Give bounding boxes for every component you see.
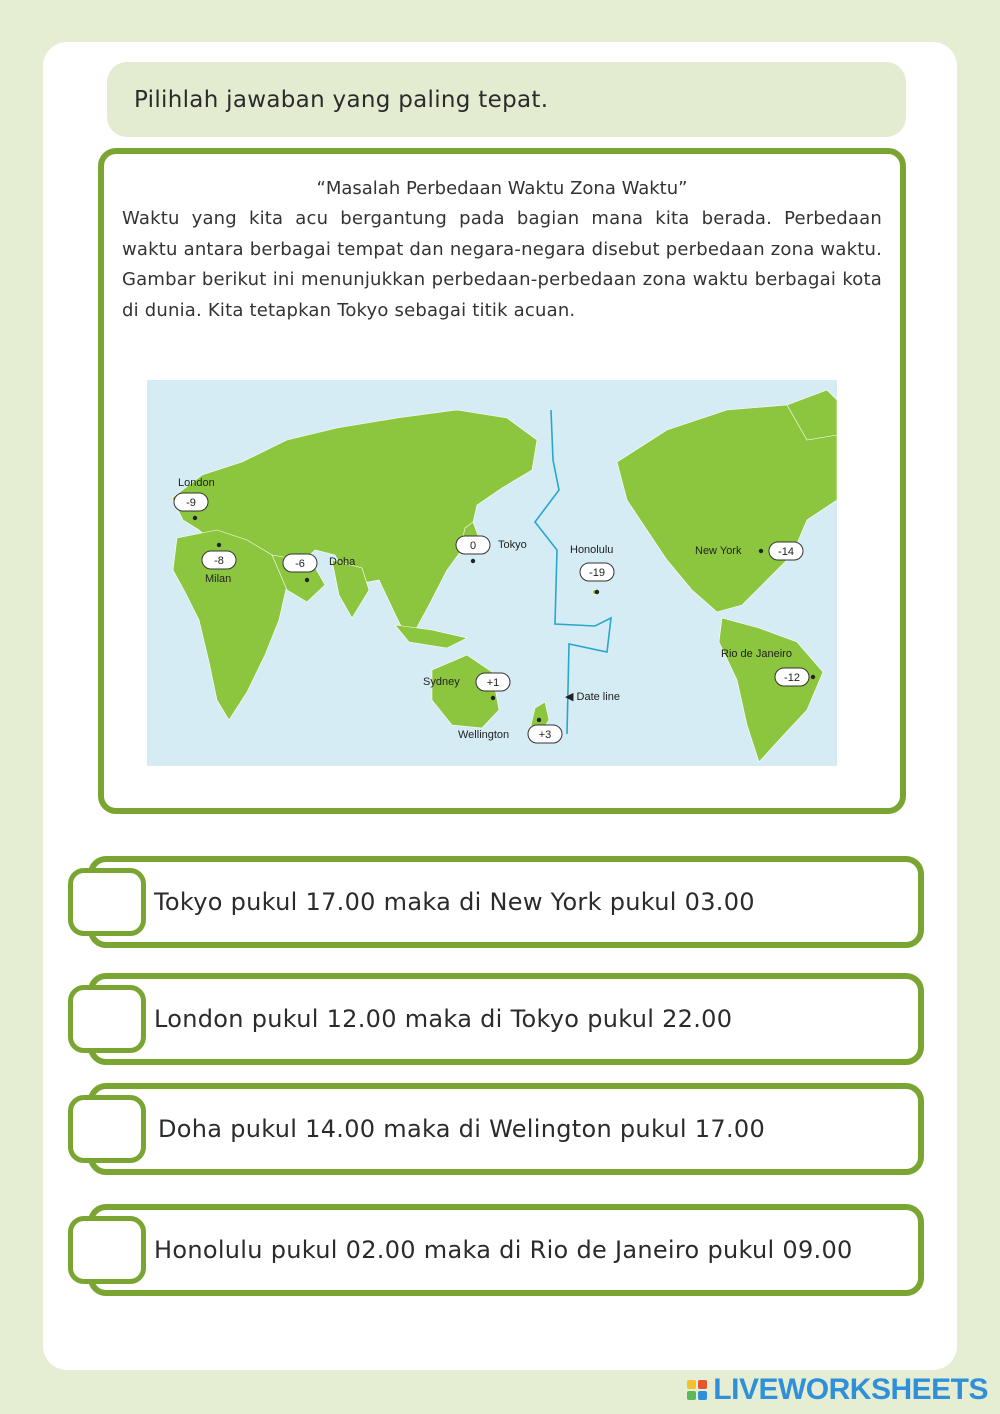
city-label-milan: Milan — [205, 573, 232, 585]
city-marker-rio-de-janeiro — [811, 675, 815, 679]
city-marker-london — [193, 516, 197, 520]
city-label-honolulu: Honolulu — [570, 544, 614, 556]
city-marker-tokyo — [471, 559, 475, 563]
brand-mark-square — [687, 1380, 696, 1389]
offset-value-honolulu: -19 — [589, 567, 605, 579]
city-marker-doha — [305, 578, 309, 582]
city-label-wellington: Wellington — [458, 729, 510, 741]
city-label-london: London — [178, 477, 215, 489]
city-label-rio-de-janeiro: Rio de Janeiro — [721, 648, 792, 660]
option-2-text: London pukul 12.00 maka di Tokyo pukul 22.00 — [154, 1005, 733, 1033]
story-body: Waktu yang kita acu bergantung pada bagian mana kita berada. Perbedaan waktu antara berbagai tempat dan negara-negara disebut perbedaan zona waktu. Gambar berikut ini menunjukkan perbedaan-perbedaan zona waktu berbagai kota di dunia. Kita tetapkan Tokyo sebagai titik acuan. — [122, 208, 882, 321]
option-2-checkbox[interactable] — [68, 985, 146, 1053]
story-title: “Masalah Perbedaan Waktu Zona Waktu” — [316, 178, 688, 199]
city-marker-wellington — [537, 718, 541, 722]
offset-value-sydney: +1 — [486, 677, 500, 689]
city-label-sydney: Sydney — [423, 676, 460, 688]
option-4-checkbox[interactable] — [68, 1216, 146, 1284]
world-map-svg — [147, 380, 837, 766]
offset-value-new-york: -14 — [778, 546, 794, 558]
option-4[interactable] — [68, 1204, 925, 1296]
offset-value-tokyo: 0 — [469, 540, 477, 552]
city-marker-sydney — [491, 696, 495, 700]
option-1-checkbox[interactable] — [68, 868, 146, 936]
option-1[interactable] — [68, 856, 925, 948]
option-2[interactable] — [68, 973, 925, 1065]
city-label-tokyo: Tokyo — [498, 539, 527, 551]
date-line-label: ◀ Date line — [565, 691, 620, 703]
liveworksheets-logo — [687, 1372, 988, 1408]
instruction-banner — [107, 62, 906, 137]
option-3-checkbox[interactable] — [68, 1095, 146, 1163]
time-zone-map — [147, 380, 837, 766]
offset-value-wellington: +3 — [538, 729, 552, 741]
offset-value-doha: -6 — [295, 558, 305, 570]
option-3-text: Doha pukul 14.00 maka di Welington pukul 17.00 — [158, 1115, 766, 1143]
brand-name: LIVEWORKSHEETS — [713, 1373, 988, 1406]
option-1-text: Tokyo pukul 17.00 maka di New York pukul 03.00 — [154, 888, 755, 916]
brand-mark-square — [698, 1380, 707, 1389]
brand-mark-square — [687, 1391, 696, 1400]
offset-value-milan: -8 — [214, 555, 224, 567]
instruction-text: Pilihlah jawaban yang paling tepat. — [134, 86, 549, 113]
city-label-doha: Doha — [329, 556, 356, 568]
city-marker-new-york — [759, 549, 763, 553]
option-3[interactable] — [68, 1083, 925, 1175]
brand-mark-square — [698, 1391, 707, 1400]
offset-value-rio-de-janeiro: -12 — [784, 672, 800, 684]
city-label-new-york: New York — [695, 545, 742, 557]
city-marker-milan — [217, 543, 221, 547]
option-4-text: Honolulu pukul 02.00 maka di Rio de Janeiro pukul 09.00 — [154, 1236, 853, 1264]
city-marker-honolulu — [595, 590, 599, 594]
brand-mark-icon — [687, 1380, 707, 1400]
offset-value-london: -9 — [186, 497, 196, 509]
